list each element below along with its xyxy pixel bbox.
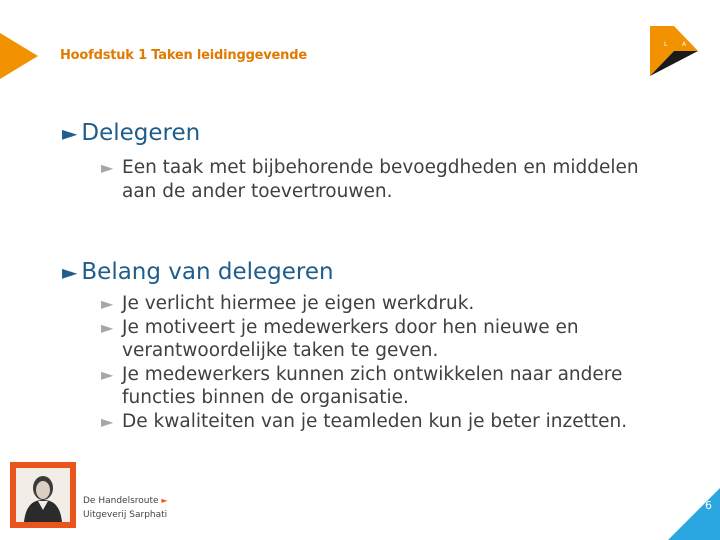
bullet-line: Een taak met bijbehorende bevoegdheden en middelen: [122, 157, 639, 178]
publisher-name: [83, 496, 168, 506]
publisher-subtitle: Uitgeverij Sarphati: [83, 510, 168, 520]
bullet-arrow-icon: ►: [101, 411, 114, 431]
bullet-item: [62, 410, 627, 434]
page-number: 6: [705, 499, 712, 512]
bullet-line: functies binnen de organisatie.: [122, 387, 409, 408]
bullet-item: [62, 156, 639, 203]
bullet-arrow-icon: ►: [101, 294, 114, 313]
section-arrow-icon: ►: [62, 260, 78, 284]
bullet-line: Je verlicht hiermee je eigen werkdruk.: [122, 293, 475, 314]
logo-letter-a: A: [682, 41, 687, 48]
orange-corner-triangle: [0, 33, 38, 79]
chapter-title: Hoofdstuk 1 Taken leidinggevende: [60, 48, 307, 63]
bullet-list: [62, 156, 639, 203]
bullet-arrow-icon: ►: [101, 364, 114, 384]
bullet-line: Je motiveert je medewerkers door hen nieuwe en: [122, 316, 579, 338]
section-heading-text: Belang van delegeren: [81, 259, 334, 285]
portrait-image: [16, 468, 70, 522]
bullet-arrow-icon: ►: [101, 317, 114, 337]
bullet-line: verantwoordelijke taken te geven.: [122, 340, 439, 361]
bullet-item: [62, 316, 627, 363]
section-heading: [62, 120, 639, 146]
bullet-line: Je medewerkers kunnen zich ontwikkelen naar andere: [122, 363, 623, 385]
section-arrow-icon: ►: [62, 121, 78, 145]
publisher-logo: [10, 462, 170, 528]
section-delegeren: [62, 120, 639, 203]
page-number-corner: [668, 488, 720, 540]
publisher-name-text: De Handelsroute: [83, 496, 159, 506]
logo-letter-l: L: [664, 41, 668, 48]
section-belang-van-delegeren: [62, 259, 627, 433]
bullet-line: De kwaliteiten van je teamleden kun je beter inzetten.: [122, 410, 628, 432]
bullet-item: [62, 292, 627, 316]
publisher-arrow-icon: ►: [161, 496, 168, 505]
bullet-item: [62, 363, 627, 410]
section-heading-text: Delegeren: [81, 120, 201, 146]
portrait-icon: [16, 468, 70, 522]
bullet-line: aan de ander toevertrouwen.: [122, 180, 393, 202]
portrait-frame: [10, 462, 76, 528]
section-heading: [62, 259, 627, 285]
brand-logo-icon: [650, 26, 698, 76]
bullet-list: [62, 292, 627, 433]
bullet-arrow-icon: ►: [101, 158, 114, 177]
